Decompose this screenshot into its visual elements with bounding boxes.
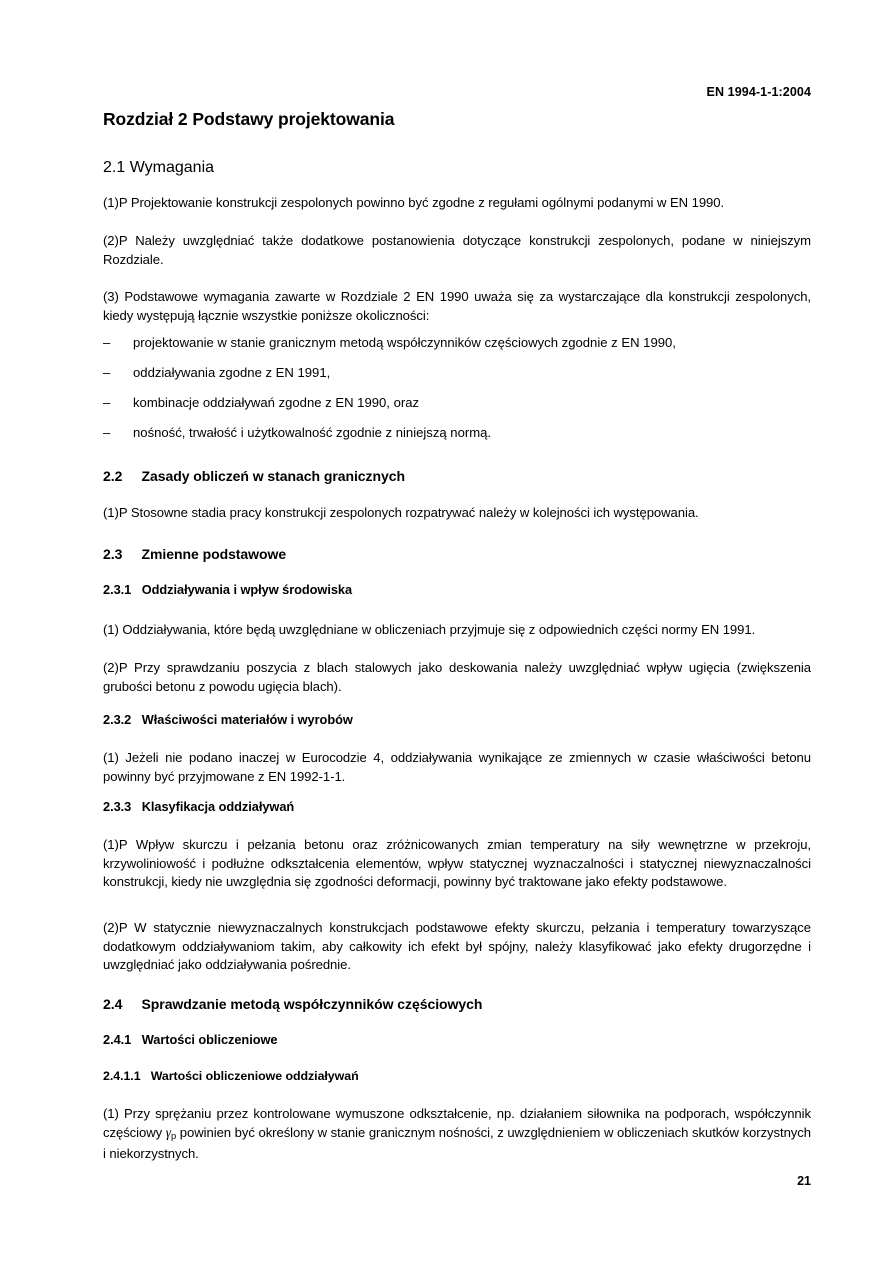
paragraph-2-3-1-1: (1) Oddziaływania, które będą uwzględniane w obliczeniach przyjmuje się z odpowiednich części normy EN 1991.	[103, 622, 756, 637]
section-heading-2-4: 2.4 Sprawdzanie metodą współczynników częściowych	[103, 996, 483, 1012]
section-heading-2-3-3: 2.3.3 Klasyfikacja oddziaływań	[103, 799, 295, 814]
paragraph-2-3-2-1: (1) Jeżeli nie podano inaczej w Eurocodzie 4, oddziaływania wynikające ze zmiennych w czasie właściwości betonu powinny być przyjmowane z EN 1992-1-1.	[103, 750, 811, 784]
paragraph-2-3-3-1p: (1)P Wpływ skurczu i pełzania betonu oraz zróżnicowanych zmian temperatury na siły wewnętrzne w przekroju, krzywoliniowość i podłużne odkształcenia elementów, wpływ statycznej wyznaczalności i statycznej niewyznaczalności konstrukcji, kiedy nie uwzględnia się zgodności deformacji, powinny być traktowane jako efekty podstawowe.	[103, 837, 811, 890]
paragraph-2-1-3: (3) Podstawowe wymagania zawarte w Rozdziale 2 EN 1990 uważa się za wystarczające dla konstrukcji zespolonych, kiedy występują łącznie wszystkie poniższe okoliczności:	[103, 289, 811, 323]
paragraph-2-1-1p: (1)P Projektowanie konstrukcji zespolonych powinno być zgodne z regułami ogólnymi podanymi w EN 1990.	[103, 195, 725, 210]
section-heading-2-4-1: 2.4.1 Wartości obliczeniowe	[103, 1032, 278, 1047]
section-heading-2-1: 2.1 Wymagania	[103, 159, 215, 176]
list-item	[103, 334, 841, 353]
chapter-title: Rozdział 2 Podstawy projektowania	[103, 109, 395, 129]
standard-reference-header: EN 1994-1-1:2004	[706, 85, 811, 99]
gamma-subscript: p	[170, 1129, 177, 1141]
list-item	[103, 424, 841, 443]
list-item-label: kombinacje oddziaływań zgodne z EN 1990, oraz	[133, 395, 420, 410]
list-item	[103, 394, 841, 413]
paragraph-2-3-1-2p: (2)P Przy sprawdzaniu poszycia z blach stalowych jako deskowania należy uwzględniać wpływ ugięcia (zwiększenia grubości betonu z powodu ugięcia blach).	[103, 660, 811, 694]
page-number: 21	[797, 1174, 811, 1188]
list-item-label: oddziaływania zgodne z EN 1991,	[133, 365, 331, 380]
paragraph-text-part-b: powinien być określony w stanie granicznym nośności, z uwzględnieniem w obliczeniach skutków korzystnych i niekorzystnych.	[103, 1124, 811, 1162]
section-heading-2-4-1-1: 2.4.1.1 Wartości obliczeniowe oddziaływań	[103, 1069, 359, 1083]
paragraph-2-4-1-1-1	[103, 1105, 811, 1164]
paragraph-2-3-3-2p: (2)P W statycznie niewyznaczalnych konstrukcjach podstawowe efekty skurczu, pełzania i temperatury towarzyszące dodatkowym oddziaływaniom takim, aby całkowity ich efekt był spójny, należy klasyfikować jako efekty drugorzędne i uwzględniać jako oddziaływania pośrednie.	[103, 920, 811, 973]
paragraph-2-1-2p: (2)P Należy uwzględniać także dodatkowe postanowienia dotyczące konstrukcji zespolonych, podane w niniejszym Rozdziale.	[103, 233, 811, 267]
gamma-symbol: γ	[165, 1124, 171, 1140]
paragraph-text-part-a: (1) Przy sprężaniu przez kontrolowane wymuszone odkształcenie, np. działaniem siłownika na podporach, współczynnik częściowy	[103, 1106, 811, 1140]
list-item-label: nośność, trwałość i użytkowalność zgodnie z niniejszą normą.	[133, 425, 492, 440]
bullet-dash-icon: –	[103, 365, 111, 380]
section-heading-2-3-2: 2.3.2 Właściwości materiałów i wyrobów	[103, 712, 353, 727]
bullet-dash-icon: –	[103, 425, 111, 440]
list-item-label: projektowanie w stanie granicznym metodą współczynników częściowych zgodnie z EN 1990,	[133, 335, 676, 350]
bullet-dash-icon: –	[103, 335, 111, 350]
paragraph-2-2-1p: (1)P Stosowne stadia pracy konstrukcji zespolonych rozpatrywać należy w kolejności ich występowania.	[103, 505, 699, 520]
section-heading-2-2: 2.2 Zasady obliczeń w stanach granicznych	[103, 468, 405, 484]
list-item	[103, 364, 841, 383]
section-heading-2-3-1: 2.3.1 Oddziaływania i wpływ środowiska	[103, 582, 353, 597]
section-heading-2-3: 2.3 Zmienne podstawowe	[103, 546, 287, 562]
bullet-dash-icon: –	[103, 395, 111, 410]
